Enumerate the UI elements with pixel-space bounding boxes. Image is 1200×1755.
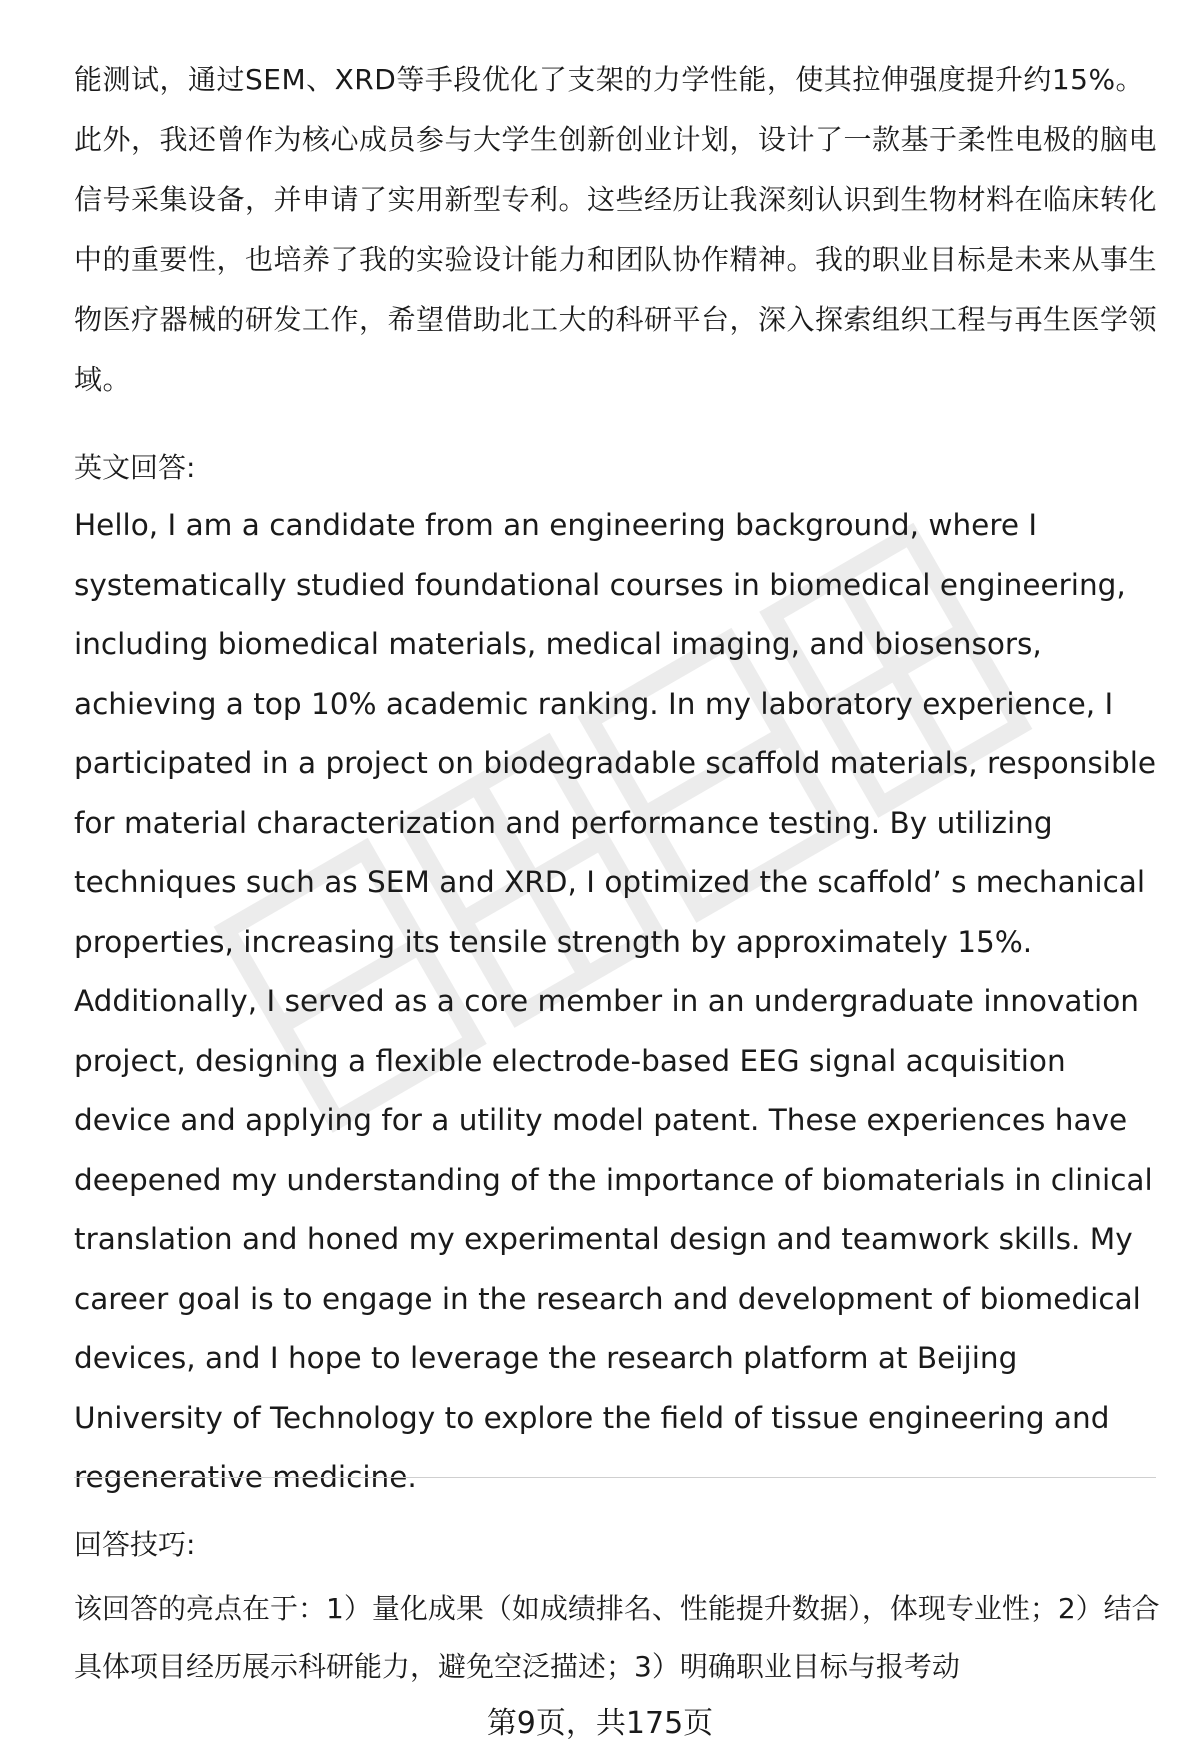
section-divider [74,1477,1156,1478]
english-answer-text: Hello, I am a candidate from an engineering background, where I systematically studied foundational courses in biomedical engineering, including biomedical materials, medical imaging, and biosensors, achieving a top 10% academic ranking. In my laboratory experience, I participated in a project on biodegradable scaffold materials, responsible for material characterization and performance testing. By utilizing techniques such as SEM and XRD, I optimized the scaffold’ s mechanical properties, increasing its tensile strength by approximately 15%. Additionally, I served as a core member in an undergraduate innovation project, designing a flexible electrode-based EEG signal acquisition device and applying for a utility model patent. These experiences have deepened my understanding of the importance of biomaterials in clinical translation and honed my experimental design and teamwork skills. My career goal is to engage in the research and development of biomedical devices, and I hope to leverage the research platform at Beijing University of Technology to explore the field of tissue engineering and regenerative medicine. [74,508,1157,1494]
tips-label: 回答技巧: [74,1528,196,1561]
chinese-answer-continuation: 能测试，通过SEM、XRD等手段优化了支架的力学性能，使其拉伸强度提升约15%。此外，我还曾作为核心成员参与大学生创新创业计划，设计了一款基于柔性电极的脑电信号采集设备，并申请了实用新型专利。这些经历让我深刻认识到生物材料在临床转化中的重要性，也培养了我的实验设计能力和团队协作精神。我的职业目标是未来从事生物医疗器械的研发工作，希望借助北工大的科研平台，深入探索组织工程与再生医学领域。 [74,63,1158,396]
tips-text: 该回答的亮点在于：1）量化成果（如成绩排名、性能提升数据），体现专业性；2）结合具体项目经历展示科研能力，避免空泛描述；3）明确职业目标与报考动 [74,1592,1160,1683]
english-answer-label: 英文回答: [74,451,196,484]
page-number-footer: 第9页，共175页 [486,1706,714,1741]
